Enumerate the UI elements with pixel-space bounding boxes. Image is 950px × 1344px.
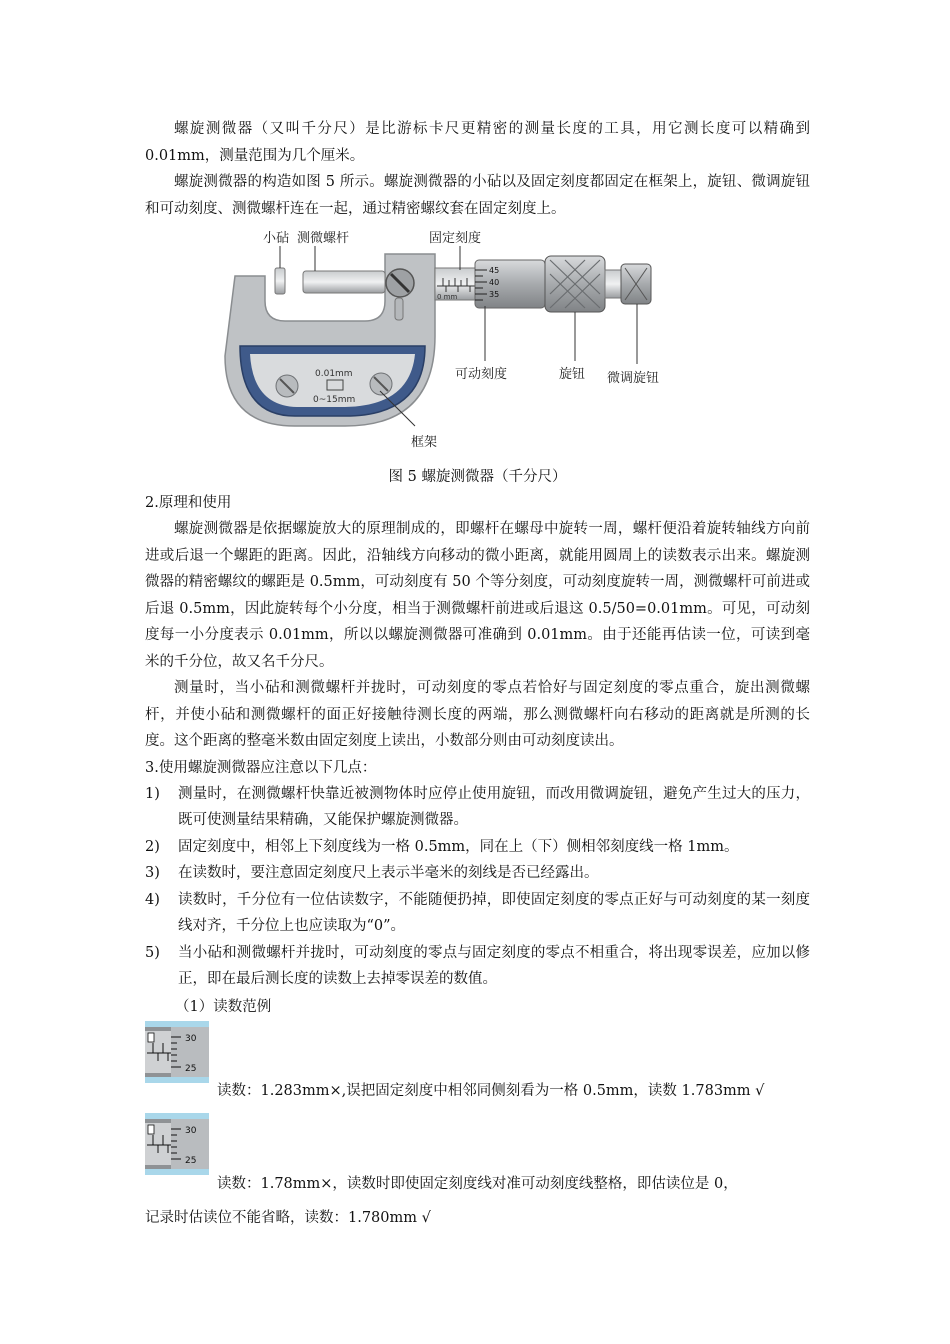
reading-2-scale-bottom: 25 [185,1155,197,1166]
frame-precision-text: 0.01mm [315,369,353,379]
list-item [145,781,810,834]
list-item-number: 5) [145,944,160,961]
section-2-paragraph-1: 螺旋测微器是依据螺旋放大的原理制成的，即螺杆在螺母中旋转一周，螺杆便沿着旋转轴线方向前进或后退一个螺距的距离。因此，沿轴线方向移动的微小距离，就能用圆周上的读数表示出来。螺旋测微器的精密螺纹的螺距是 0.5mm，可动刻度有 50 个等分刻度，可动刻度旋转一周，测微螺杆可前进或后退 0.5mm，因此旋转每个小分度，相当于测微螺杆前进或后退这 0.5/50=0.01mm。可见，可动刻度每一小分度表示 0.01mm，所以以螺旋测微器可准确到 0.01mm。由于还能再估读一位，可读到毫米的千分位，故又名千分尺。 [145,521,810,670]
reading-2-text: 读数：1.78mm×，读数时即使固定刻度线对准可动刻度线整格，即估读位是 0， [217,1175,738,1192]
reading-1-text: 读数：1.283mm×,误把固定刻度中相邻同侧刻看为一格 0.5mm，读数 1.783mm √ [217,1082,765,1099]
frame-range-text: 0~15mm [313,395,356,405]
section-2-title: 2.原理和使用 [145,495,232,511]
thimble-shape [475,260,545,308]
micrometer-figure [145,226,810,458]
list-item-text: 测量时，在测微螺杆快靠近被测物体时应停止使用旋钮，而改用微调旋钮，避免产生过大的压力，既可使测量结果精确，又能保护螺旋测微器。 [178,785,810,828]
spindle-shape [303,271,385,293]
list-item [145,834,810,861]
intro-paragraph-1: 螺旋测微器（又叫千分尺）是比游标卡尺更精密的测量长度的工具，用它测长度可以精确到 0.01mm，测量范围为几个厘米。 [145,121,810,164]
label-knob: 旋钮 [559,367,586,382]
label-fixed-scale: 固定刻度 [429,231,482,246]
section-2-paragraph-2: 测量时，当小砧和测微螺杆并拢时，可动刻度的零点若恰好与固定刻度的零点重合，旋出测微螺杆，并使小砧和测微螺杆的面正好接触待测长度的两端，那么测微螺杆向右移动的距离就是所测的长度。这个距离的整毫米数由固定刻度上读出，小数部分则由可动刻度读出。 [145,680,810,749]
thimble-number-35: 35 [489,290,500,299]
reading-image-2 [145,1113,209,1175]
list-item [145,860,810,887]
thimble-number-45: 45 [489,266,500,275]
reading-example-2 [145,1113,810,1205]
micrometer-illustration [205,226,675,458]
anvil-shape [275,268,285,294]
list-item-text: 读数时，千分位有一位估读数字，不能随便扔掉，即使固定刻度的零点正好与可动刻度的某一刻度线对齐，千分位上也应读取为“0”。 [178,891,810,934]
reading-2-continuation: 记录时估读位不能省略，读数：1.780mm √ [145,1209,431,1226]
list-item-number: 3) [145,865,160,881]
zero-mark-text: 0 mm [437,293,458,301]
reading-example-1 [145,1021,810,1113]
document-page [145,116,810,1231]
list-item-text: 在读数时，要注意固定刻度尺上表示半毫米的刻线是否已经露出。 [178,865,599,881]
list-item-text: 当小砧和测微螺杆并拢时，可动刻度的零点与固定刻度的零点不相重合，将出现零误差，应加以修正，即在最后测长度的读数上去掉零误差的数值。 [178,944,810,987]
label-thimble: 可动刻度 [455,367,508,382]
list-item [145,940,810,993]
figure-caption: 图 5 螺旋测微器（千分尺） [388,469,567,485]
list-item-text: 固定刻度中，相邻上下刻度线为一格 0.5mm，同在上（下）侧相邻刻度线一格 1mm。 [178,838,739,855]
intro-paragraph-2: 螺旋测微器的构造如图 5 所示。螺旋测微器的小砧以及固定刻度都固定在框架上，旋钮、微调旋钮和可动刻度、测微螺杆连在一起，通过精密螺纹套在固定刻度上。 [145,174,810,217]
notes-list [145,781,810,993]
reading-1-scale-top: 30 [185,1033,197,1044]
examples-title: （1）读数范例 [175,998,272,1015]
section-3-title: 3.使用螺旋测微器应注意以下几点： [145,759,377,776]
label-spindle: 测微螺杆 [297,231,350,246]
label-ratchet: 微调旋钮 [607,371,660,386]
list-item [145,887,810,940]
list-item-number: 4) [145,891,160,908]
thimble-number-40: 40 [489,278,500,287]
list-item-number: 1) [145,785,160,802]
reading-1-scale-bottom: 25 [185,1063,197,1074]
label-anvil: 小砧 [263,231,290,246]
reading-2-scale-top: 30 [185,1125,197,1136]
reading-image-1 [145,1021,209,1083]
list-item-number: 2) [145,838,160,855]
label-frame: 框架 [411,435,438,450]
